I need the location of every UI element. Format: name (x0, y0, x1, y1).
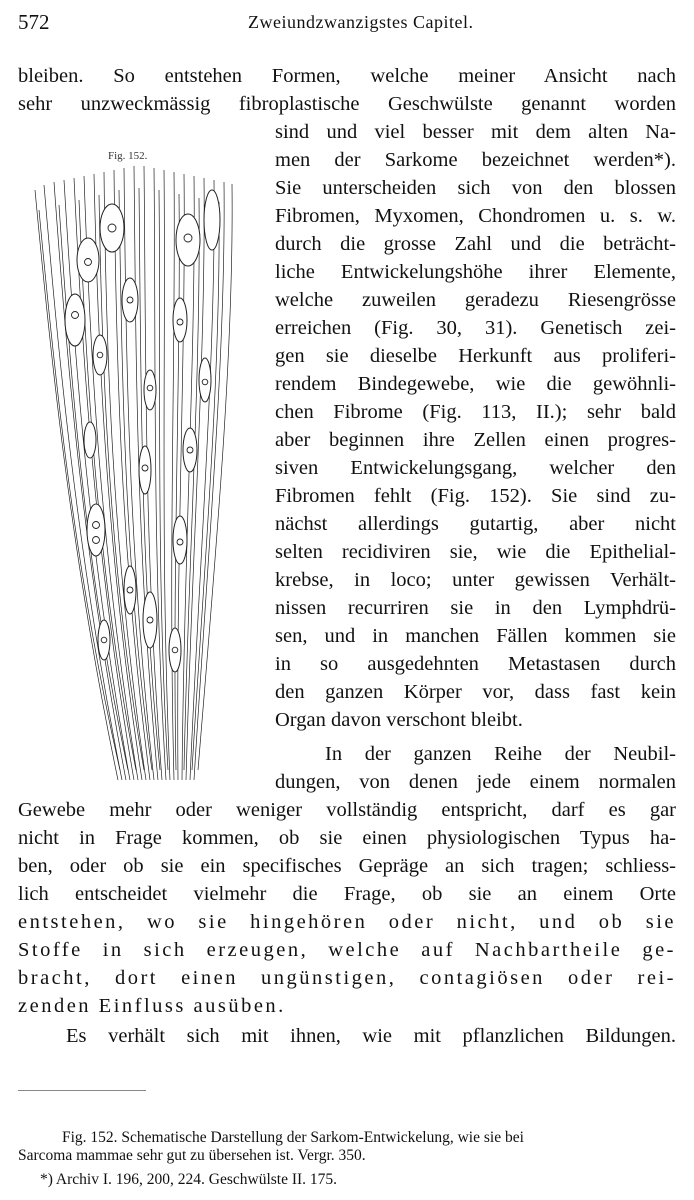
text-line: Organ davon verschont bleibt. (275, 709, 523, 731)
text-line: men der Sarkome bezeichnet werden*). (275, 149, 676, 171)
text-line: in so ausgedehnten Metastasen durch (275, 653, 676, 675)
text-line: dungen, von denen jede einem normalen (275, 771, 676, 793)
running-title: Zweiundzwanzigstes Capitel. (248, 12, 474, 32)
text-line: In der ganzen Reihe der Neubil- (325, 743, 676, 765)
text-line: Gewebe mehr oder weniger vollständig entspricht, darf es gar (18, 799, 676, 821)
text-line: zenden Einfluss ausüben. (18, 995, 286, 1017)
text-line: Fibromen fehlt (Fig. 152). Sie sind zu- (275, 485, 676, 507)
footnote-rule (18, 1090, 146, 1091)
text-line: den ganzen Körper vor, dass fast kein (275, 681, 676, 703)
text-line: bleiben. So entstehen Formen, welche meiner Ansicht nach (18, 65, 676, 87)
text-line: Fibromen, Myxomen, Chondromen u. s. w. (275, 205, 676, 227)
page-header (18, 10, 676, 36)
figure-illustration (30, 150, 245, 790)
text-line: welche zuweilen geradezu Riesengrösse (275, 289, 676, 311)
text-line: entstehen, wo sie hingehören oder nicht, und ob sie (18, 911, 676, 933)
text-line: liche Entwickelungshöhe ihrer Elemente, (275, 261, 676, 283)
figure-caption-line-1: Fig. 152. Schematische Darstellung der Sarkom-Entwickelung, wie sie bei (62, 1129, 524, 1146)
text-line: selten recidiviren sie, wie die Epithelial- (275, 541, 676, 563)
text-line: lich entscheidet vielmehr die Frage, ob sie an einem Orte (18, 883, 676, 905)
text-line: bracht, dort einen ungünstigen, contagiösen oder rei- (18, 967, 676, 989)
text-line: gen sie dieselbe Herkunft aus proliferi- (275, 345, 676, 367)
figure-label: Fig. 152. (108, 150, 148, 162)
text-line: chen Fibrome (Fig. 113, II.); sehr bald (275, 401, 676, 423)
text-line: durch die grosse Zahl und die beträcht- (275, 233, 676, 255)
text-line: nicht in Frage kommen, ob sie einen physiologischen Typus ha- (18, 827, 676, 849)
text-line: sehr unzweckmässig fibroplastische Geschwülste genannt worden (18, 93, 676, 115)
text-line: nächst allerdings gutartig, aber nicht (275, 513, 676, 535)
text-line: krebse, in loco; unter gewissen Verhält- (275, 569, 676, 591)
text-line: sen, und in manchen Fällen kommen sie (275, 625, 676, 647)
text-line: sind und viel besser mit dem alten Na- (275, 121, 676, 143)
text-line: aber beginnen ihre Zellen einen progres- (275, 429, 676, 451)
text-line: nissen recurriren sie in den Lymphdrü- (275, 597, 676, 619)
footnote-reference: *) Archiv I. 196, 200, 224. Geschwülste II. 175. (40, 1171, 338, 1188)
text-line: ben, oder ob sie ein specifisches Gepräge an sich tragen; schliess- (18, 855, 676, 877)
page-number: 572 (18, 10, 50, 34)
text-line: Es verhält sich mit ihnen, wie mit pflanzlichen Bildungen. (66, 1025, 676, 1047)
figure-caption-line-2: Sarcoma mammae sehr gut zu übersehen ist. Vergr. 350. (18, 1147, 366, 1164)
text-line: siven Entwickelungsgang, welcher den (275, 457, 676, 479)
text-line: rendem Bindegewebe, wie die gewöhnli- (275, 373, 676, 395)
text-line: Stoffe in sich erzeugen, welche auf Nachbartheile ge- (18, 939, 676, 961)
text-line: Sie unterscheiden sich von den blossen (275, 177, 676, 199)
text-line: erreichen (Fig. 30, 31). Genetisch zei- (275, 317, 676, 339)
